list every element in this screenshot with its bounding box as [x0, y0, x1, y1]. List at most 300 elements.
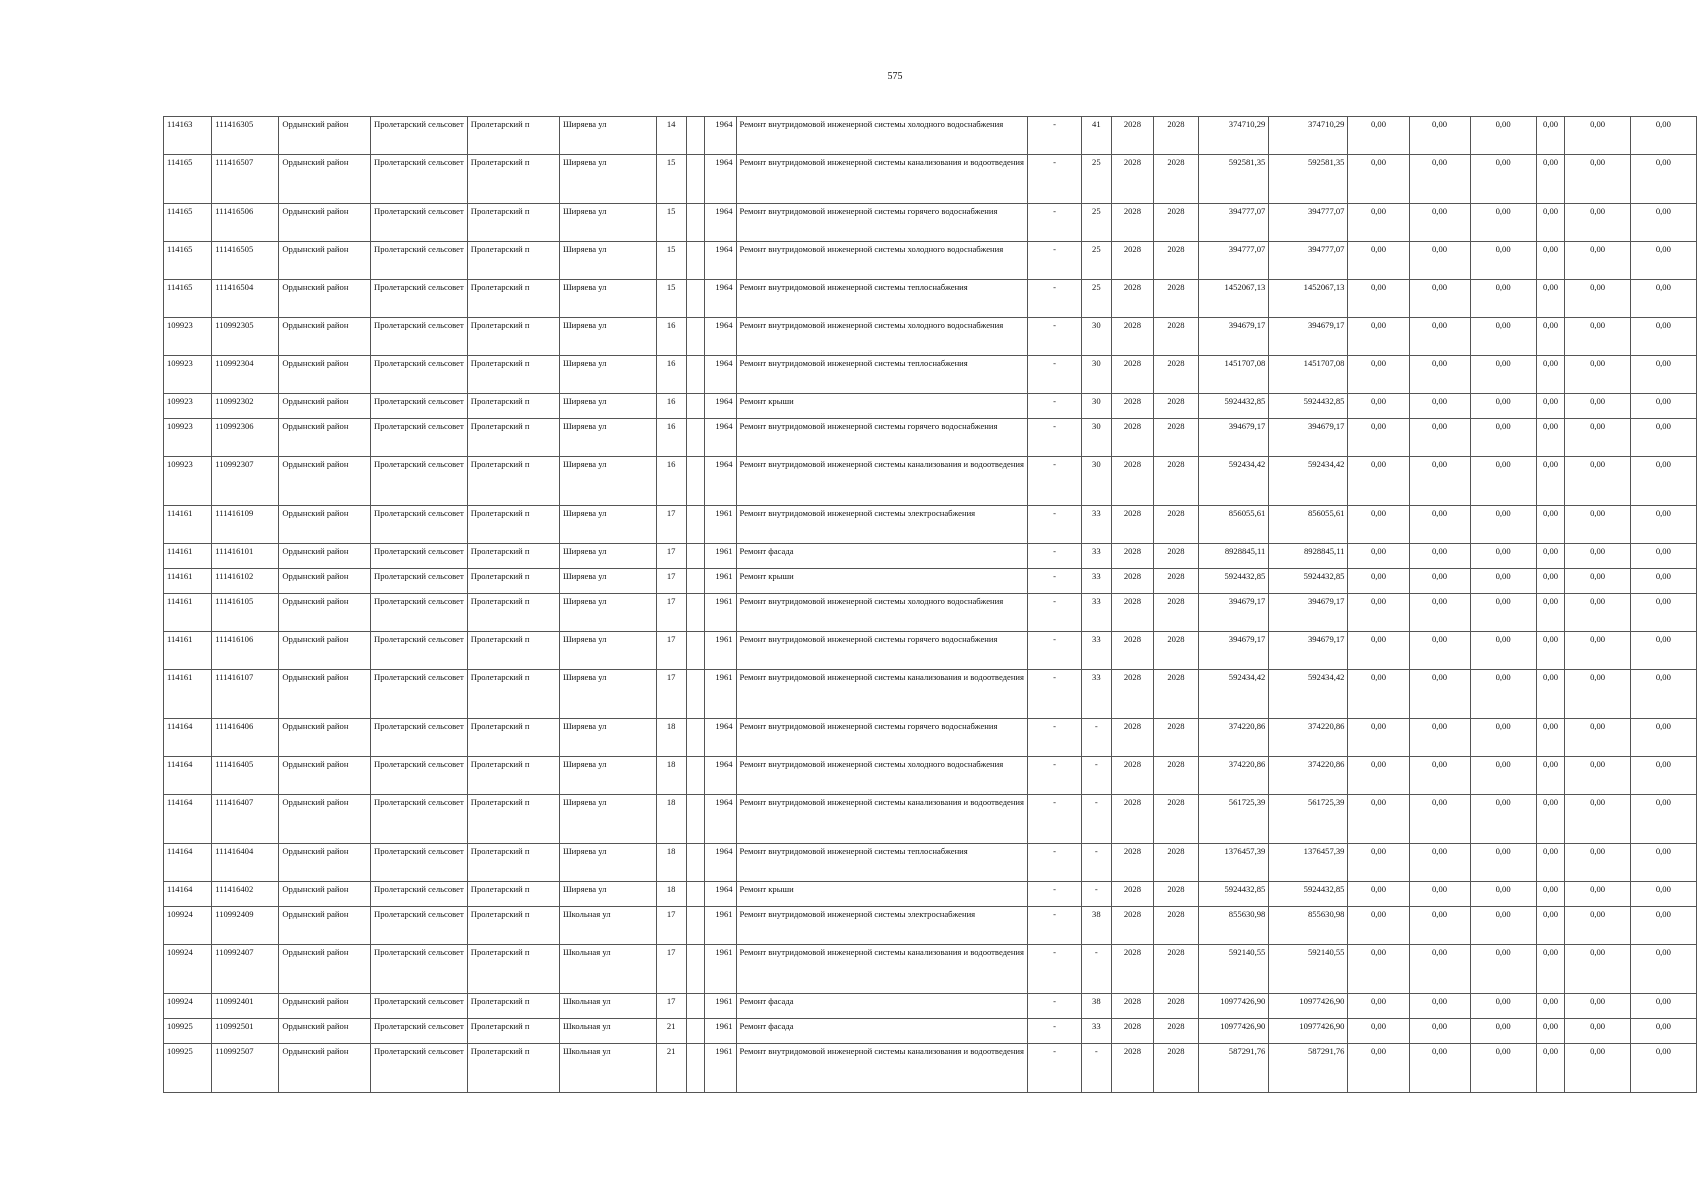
cell-v1: 0,00: [1348, 569, 1409, 594]
cell-cost1: 10977426,90: [1198, 994, 1269, 1019]
cell-v5: 0,00: [1565, 844, 1630, 882]
cell-house: 21: [656, 1044, 686, 1093]
cell-v3: 0,00: [1470, 1019, 1536, 1044]
cell-council: Пролетарский сельсовет: [371, 569, 468, 594]
cell-code: 111416102: [212, 569, 279, 594]
cell-council: Пролетарский сельсовет: [371, 795, 468, 844]
cell-year-to: 2028: [1154, 907, 1198, 945]
cell-year: 1961: [704, 594, 736, 632]
cell-settlement: Пролетарский п: [467, 155, 559, 204]
cell-v6: 0,00: [1630, 155, 1696, 204]
cell-year-from: 2028: [1111, 506, 1154, 544]
cell-council: Пролетарский сельсовет: [371, 844, 468, 882]
cell-district: Ордынский район: [279, 994, 371, 1019]
cell-v1: 0,00: [1348, 632, 1409, 670]
cell-v6: 0,00: [1630, 670, 1696, 719]
cell-extra: [686, 280, 704, 318]
cell-settlement: Пролетарский п: [467, 457, 559, 506]
cell-year: 1961: [704, 506, 736, 544]
cell-id: 114165: [164, 155, 212, 204]
cell-v1: 0,00: [1348, 242, 1409, 280]
cell-council: Пролетарский сельсовет: [371, 544, 468, 569]
cell-id: 114165: [164, 242, 212, 280]
cell-v6: 0,00: [1630, 945, 1696, 994]
cell-v3: 0,00: [1470, 242, 1536, 280]
cell-settlement: Пролетарский п: [467, 795, 559, 844]
cell-v2: 0,00: [1409, 844, 1470, 882]
cell-cost2: 592434,42: [1269, 457, 1348, 506]
cell-year-to: 2028: [1154, 242, 1198, 280]
page-number: 575: [887, 71, 903, 82]
table-row: [164, 945, 1697, 994]
cell-id: 114163: [164, 117, 212, 155]
cell-code: 110992304: [212, 356, 279, 394]
cell-code: 111416407: [212, 795, 279, 844]
cell-cost2: 1376457,39: [1269, 844, 1348, 882]
cell-settlement: Пролетарский п: [467, 242, 559, 280]
cell-year-from: 2028: [1111, 544, 1154, 569]
cell-house: 21: [656, 1019, 686, 1044]
cell-year-to: 2028: [1154, 155, 1198, 204]
cell-year: 1961: [704, 945, 736, 994]
cell-district: Ордынский район: [279, 757, 371, 795]
cell-dash: -: [1027, 719, 1081, 757]
cell-dash: -: [1027, 757, 1081, 795]
cell-council: Пролетарский сельсовет: [371, 457, 468, 506]
table-row: [164, 419, 1697, 457]
cell-work: Ремонт фасада: [736, 994, 1027, 1019]
cell-year: 1964: [704, 394, 736, 419]
cell-code: 110992407: [212, 945, 279, 994]
cell-v3: 0,00: [1470, 844, 1536, 882]
cell-extra: [686, 945, 704, 994]
cell-extra: [686, 544, 704, 569]
cell-work: Ремонт фасада: [736, 1019, 1027, 1044]
cell-v6: 0,00: [1630, 394, 1696, 419]
cell-cost2: 592581,35: [1269, 155, 1348, 204]
cell-work: Ремонт внутридомовой инженерной системы холодного водоснабжения: [736, 117, 1027, 155]
cell-year: 1961: [704, 907, 736, 945]
cell-year: 1964: [704, 280, 736, 318]
cell-cost1: 374220,86: [1198, 719, 1269, 757]
cell-dash: -: [1027, 457, 1081, 506]
cell-district: Ордынский район: [279, 1019, 371, 1044]
cell-street: Ширяева ул: [560, 457, 657, 506]
cell-code: 111416507: [212, 155, 279, 204]
cell-v6: 0,00: [1630, 280, 1696, 318]
cell-year-from: 2028: [1111, 844, 1154, 882]
cell-street: Ширяева ул: [560, 594, 657, 632]
cell-settlement: Пролетарский п: [467, 280, 559, 318]
table-body: [164, 117, 1697, 1093]
cell-work: Ремонт внутридомовой инженерной системы теплоснабжения: [736, 844, 1027, 882]
cell-settlement: Пролетарский п: [467, 356, 559, 394]
cell-council: Пролетарский сельсовет: [371, 1019, 468, 1044]
cell-v5: 0,00: [1565, 907, 1630, 945]
cell-code: 111416305: [212, 117, 279, 155]
cell-v2: 0,00: [1409, 204, 1470, 242]
cell-extra: [686, 506, 704, 544]
cell-id: 114165: [164, 280, 212, 318]
cell-work: Ремонт внутридомовой инженерной системы горячего водоснабжения: [736, 719, 1027, 757]
table-row: [164, 242, 1697, 280]
cell-dash: -: [1027, 242, 1081, 280]
cell-count: 25: [1082, 280, 1112, 318]
cell-dash: -: [1027, 204, 1081, 242]
cell-v2: 0,00: [1409, 882, 1470, 907]
cell-v1: 0,00: [1348, 318, 1409, 356]
cell-dash: -: [1027, 795, 1081, 844]
cell-house: 18: [656, 719, 686, 757]
cell-work: Ремонт крыши: [736, 394, 1027, 419]
table-row: [164, 594, 1697, 632]
cell-v6: 0,00: [1630, 544, 1696, 569]
cell-district: Ордынский район: [279, 569, 371, 594]
cell-count: -: [1082, 882, 1112, 907]
cell-year-to: 2028: [1154, 670, 1198, 719]
cell-district: Ордынский район: [279, 945, 371, 994]
cell-extra: [686, 318, 704, 356]
cell-count: 33: [1082, 1019, 1112, 1044]
cell-id: 114164: [164, 795, 212, 844]
table-row: [164, 719, 1697, 757]
cell-v5: 0,00: [1565, 1044, 1630, 1093]
cell-year-from: 2028: [1111, 204, 1154, 242]
cell-cost2: 394679,17: [1269, 419, 1348, 457]
cell-code: 111416101: [212, 544, 279, 569]
cell-cost1: 394679,17: [1198, 419, 1269, 457]
cell-cost2: 374710,29: [1269, 117, 1348, 155]
cell-year-to: 2028: [1154, 419, 1198, 457]
cell-v4: 0,00: [1536, 882, 1565, 907]
cell-dash: -: [1027, 394, 1081, 419]
cell-cost1: 1451707,08: [1198, 356, 1269, 394]
cell-year: 1964: [704, 318, 736, 356]
cell-year: 1964: [704, 795, 736, 844]
cell-settlement: Пролетарский п: [467, 569, 559, 594]
cell-year-from: 2028: [1111, 757, 1154, 795]
cell-v1: 0,00: [1348, 594, 1409, 632]
cell-year-to: 2028: [1154, 204, 1198, 242]
cell-v1: 0,00: [1348, 117, 1409, 155]
cell-district: Ордынский район: [279, 204, 371, 242]
cell-street: Ширяева ул: [560, 242, 657, 280]
cell-v5: 0,00: [1565, 117, 1630, 155]
cell-v3: 0,00: [1470, 204, 1536, 242]
cell-cost1: 5924432,85: [1198, 882, 1269, 907]
table-row: [164, 204, 1697, 242]
cell-v2: 0,00: [1409, 544, 1470, 569]
cell-v1: 0,00: [1348, 419, 1409, 457]
cell-street: Ширяева ул: [560, 419, 657, 457]
cell-cost2: 5924432,85: [1269, 569, 1348, 594]
cell-dash: -: [1027, 356, 1081, 394]
cell-v6: 0,00: [1630, 419, 1696, 457]
cell-v5: 0,00: [1565, 356, 1630, 394]
table-row: [164, 569, 1697, 594]
cell-street: Ширяева ул: [560, 569, 657, 594]
table-row: [164, 1019, 1697, 1044]
cell-house: 15: [656, 155, 686, 204]
cell-settlement: Пролетарский п: [467, 757, 559, 795]
cell-street: Ширяева ул: [560, 204, 657, 242]
cell-street: Ширяева ул: [560, 394, 657, 419]
cell-district: Ордынский район: [279, 719, 371, 757]
cell-settlement: Пролетарский п: [467, 318, 559, 356]
cell-house: 14: [656, 117, 686, 155]
cell-count: 33: [1082, 594, 1112, 632]
cell-settlement: Пролетарский п: [467, 506, 559, 544]
cell-work: Ремонт внутридомовой инженерной системы канализования и водоотведения: [736, 670, 1027, 719]
cell-work: Ремонт внутридомовой инженерной системы холодного водоснабжения: [736, 242, 1027, 280]
cell-v5: 0,00: [1565, 757, 1630, 795]
cell-cost2: 394679,17: [1269, 318, 1348, 356]
cell-street: Ширяева ул: [560, 670, 657, 719]
cell-cost2: 561725,39: [1269, 795, 1348, 844]
cell-house: 15: [656, 280, 686, 318]
cell-work: Ремонт крыши: [736, 569, 1027, 594]
cell-v4: 0,00: [1536, 1044, 1565, 1093]
cell-code: 111416402: [212, 882, 279, 907]
cell-v2: 0,00: [1409, 457, 1470, 506]
cell-extra: [686, 594, 704, 632]
cell-cost1: 8928845,11: [1198, 544, 1269, 569]
cell-code: 110992306: [212, 419, 279, 457]
cell-district: Ордынский район: [279, 155, 371, 204]
cell-council: Пролетарский сельсовет: [371, 419, 468, 457]
cell-settlement: Пролетарский п: [467, 994, 559, 1019]
cell-house: 17: [656, 994, 686, 1019]
cell-district: Ордынский район: [279, 419, 371, 457]
cell-settlement: Пролетарский п: [467, 544, 559, 569]
cell-v3: 0,00: [1470, 907, 1536, 945]
cell-v5: 0,00: [1565, 632, 1630, 670]
cell-dash: -: [1027, 594, 1081, 632]
cell-v2: 0,00: [1409, 994, 1470, 1019]
cell-work: Ремонт внутридомовой инженерной системы горячего водоснабжения: [736, 632, 1027, 670]
cell-extra: [686, 457, 704, 506]
cell-cost1: 592581,35: [1198, 155, 1269, 204]
cell-street: Школьная ул: [560, 1044, 657, 1093]
cell-id: 109923: [164, 394, 212, 419]
cell-year-from: 2028: [1111, 907, 1154, 945]
cell-work: Ремонт внутридомовой инженерной системы канализования и водоотведения: [736, 795, 1027, 844]
cell-cost2: 394679,17: [1269, 632, 1348, 670]
cell-extra: [686, 394, 704, 419]
table-row: [164, 394, 1697, 419]
cell-v6: 0,00: [1630, 882, 1696, 907]
cell-house: 18: [656, 757, 686, 795]
cell-v1: 0,00: [1348, 155, 1409, 204]
cell-district: Ордынский район: [279, 318, 371, 356]
cell-id: 109923: [164, 356, 212, 394]
cell-count: 30: [1082, 419, 1112, 457]
cell-v4: 0,00: [1536, 594, 1565, 632]
cell-v3: 0,00: [1470, 994, 1536, 1019]
cell-count: -: [1082, 1044, 1112, 1093]
cell-cost1: 1452067,13: [1198, 280, 1269, 318]
cell-year-from: 2028: [1111, 117, 1154, 155]
cell-v6: 0,00: [1630, 719, 1696, 757]
cell-v3: 0,00: [1470, 394, 1536, 419]
cell-street: Ширяева ул: [560, 318, 657, 356]
cell-v4: 0,00: [1536, 204, 1565, 242]
cell-v6: 0,00: [1630, 457, 1696, 506]
cell-code: 110992305: [212, 318, 279, 356]
cell-extra: [686, 204, 704, 242]
cell-council: Пролетарский сельсовет: [371, 945, 468, 994]
cell-v1: 0,00: [1348, 994, 1409, 1019]
cell-house: 17: [656, 544, 686, 569]
cell-code: 111416504: [212, 280, 279, 318]
cell-year-to: 2028: [1154, 719, 1198, 757]
cell-extra: [686, 844, 704, 882]
cell-cost2: 592434,42: [1269, 670, 1348, 719]
cell-district: Ордынский район: [279, 544, 371, 569]
cell-v2: 0,00: [1409, 945, 1470, 994]
table-row: [164, 280, 1697, 318]
cell-year-to: 2028: [1154, 994, 1198, 1019]
cell-code: 110992507: [212, 1044, 279, 1093]
cell-extra: [686, 1019, 704, 1044]
cell-cost2: 5924432,85: [1269, 394, 1348, 419]
table-row: [164, 1044, 1697, 1093]
cell-dash: -: [1027, 670, 1081, 719]
cell-v2: 0,00: [1409, 280, 1470, 318]
cell-v2: 0,00: [1409, 356, 1470, 394]
cell-v4: 0,00: [1536, 356, 1565, 394]
cell-street: Ширяева ул: [560, 117, 657, 155]
cell-year: 1964: [704, 419, 736, 457]
cell-year-from: 2028: [1111, 719, 1154, 757]
cell-count: 38: [1082, 994, 1112, 1019]
cell-v3: 0,00: [1470, 719, 1536, 757]
cell-council: Пролетарский сельсовет: [371, 394, 468, 419]
cell-id: 109924: [164, 994, 212, 1019]
cell-v4: 0,00: [1536, 569, 1565, 594]
cell-v6: 0,00: [1630, 594, 1696, 632]
cell-v1: 0,00: [1348, 795, 1409, 844]
table-row: [164, 155, 1697, 204]
cell-cost1: 5924432,85: [1198, 569, 1269, 594]
cell-v3: 0,00: [1470, 419, 1536, 457]
cell-cost2: 587291,76: [1269, 1044, 1348, 1093]
cell-count: 25: [1082, 242, 1112, 280]
cell-year: 1961: [704, 632, 736, 670]
cell-dash: -: [1027, 945, 1081, 994]
cell-district: Ордынский район: [279, 795, 371, 844]
cell-v4: 0,00: [1536, 632, 1565, 670]
cell-v3: 0,00: [1470, 594, 1536, 632]
cell-cost1: 587291,76: [1198, 1044, 1269, 1093]
cell-v6: 0,00: [1630, 632, 1696, 670]
cell-year: 1964: [704, 882, 736, 907]
cell-cost1: 394777,07: [1198, 242, 1269, 280]
cell-id: 114161: [164, 544, 212, 569]
cell-council: Пролетарский сельсовет: [371, 670, 468, 719]
cell-id: 109923: [164, 419, 212, 457]
cell-v3: 0,00: [1470, 757, 1536, 795]
cell-cost1: 394777,07: [1198, 204, 1269, 242]
cell-v5: 0,00: [1565, 242, 1630, 280]
cell-id: 114165: [164, 204, 212, 242]
cell-house: 17: [656, 632, 686, 670]
cell-v2: 0,00: [1409, 419, 1470, 457]
cell-work: Ремонт внутридомовой инженерной системы теплоснабжения: [736, 356, 1027, 394]
cell-year-from: 2028: [1111, 632, 1154, 670]
cell-v5: 0,00: [1565, 506, 1630, 544]
cell-year-from: 2028: [1111, 280, 1154, 318]
cell-v4: 0,00: [1536, 1019, 1565, 1044]
cell-year-from: 2028: [1111, 1019, 1154, 1044]
cell-v2: 0,00: [1409, 594, 1470, 632]
cell-extra: [686, 569, 704, 594]
cell-work: Ремонт крыши: [736, 882, 1027, 907]
cell-settlement: Пролетарский п: [467, 419, 559, 457]
cell-v4: 0,00: [1536, 117, 1565, 155]
cell-year: 1964: [704, 204, 736, 242]
cell-dash: -: [1027, 632, 1081, 670]
cell-year-from: 2028: [1111, 356, 1154, 394]
cell-id: 109923: [164, 318, 212, 356]
cell-work: Ремонт внутридомовой инженерной системы холодного водоснабжения: [736, 757, 1027, 795]
table-row: [164, 356, 1697, 394]
cell-work: Ремонт внутридомовой инженерной системы электроснабжения: [736, 506, 1027, 544]
cell-extra: [686, 419, 704, 457]
cell-street: Ширяева ул: [560, 155, 657, 204]
cell-cost2: 394679,17: [1269, 594, 1348, 632]
cell-id: 114164: [164, 844, 212, 882]
cell-street: Школьная ул: [560, 1019, 657, 1044]
cell-extra: [686, 757, 704, 795]
cell-v6: 0,00: [1630, 757, 1696, 795]
cell-code: 111416107: [212, 670, 279, 719]
cell-year-from: 2028: [1111, 457, 1154, 506]
cell-v4: 0,00: [1536, 757, 1565, 795]
cell-count: -: [1082, 844, 1112, 882]
cell-year-to: 2028: [1154, 882, 1198, 907]
cell-v1: 0,00: [1348, 907, 1409, 945]
cell-council: Пролетарский сельсовет: [371, 1044, 468, 1093]
table-row: [164, 907, 1697, 945]
cell-v5: 0,00: [1565, 155, 1630, 204]
cell-id: 109924: [164, 907, 212, 945]
cell-v4: 0,00: [1536, 394, 1565, 419]
cell-code: 111416106: [212, 632, 279, 670]
cell-council: Пролетарский сельсовет: [371, 506, 468, 544]
cell-house: 16: [656, 394, 686, 419]
cell-house: 17: [656, 907, 686, 945]
cell-district: Ордынский район: [279, 594, 371, 632]
cell-cost2: 394777,07: [1269, 204, 1348, 242]
cell-council: Пролетарский сельсовет: [371, 632, 468, 670]
cell-year: 1961: [704, 670, 736, 719]
cell-v1: 0,00: [1348, 506, 1409, 544]
cell-v2: 0,00: [1409, 318, 1470, 356]
cell-year-to: 2028: [1154, 506, 1198, 544]
cell-settlement: Пролетарский п: [467, 882, 559, 907]
cell-dash: -: [1027, 844, 1081, 882]
cell-v5: 0,00: [1565, 204, 1630, 242]
cell-v3: 0,00: [1470, 280, 1536, 318]
cell-v5: 0,00: [1565, 882, 1630, 907]
cell-house: 16: [656, 356, 686, 394]
cell-year: 1964: [704, 155, 736, 204]
cell-dash: -: [1027, 506, 1081, 544]
cell-work: Ремонт фасада: [736, 544, 1027, 569]
cell-settlement: Пролетарский п: [467, 907, 559, 945]
cell-work: Ремонт внутридомовой инженерной системы канализования и водоотведения: [736, 1044, 1027, 1093]
